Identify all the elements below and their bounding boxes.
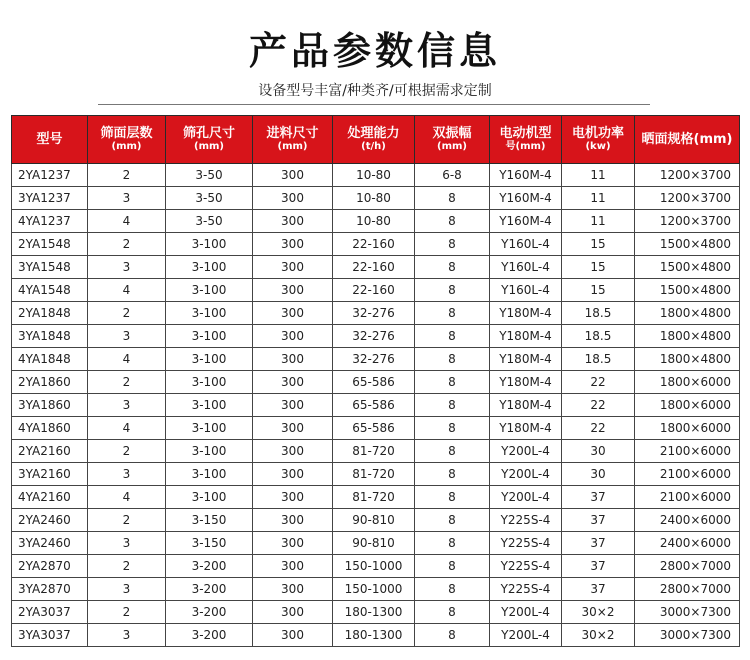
table-row xyxy=(12,233,740,256)
table-row xyxy=(12,394,740,417)
column-header-label: 电机功率 xyxy=(571,126,624,141)
table-cell: 8 xyxy=(415,601,490,624)
table-cell: 3-200 xyxy=(166,624,253,647)
table-cell: 2100×6000 xyxy=(635,440,740,463)
table-cell: 4YA2160 xyxy=(12,486,88,509)
table-cell: 3YA3037 xyxy=(12,624,88,647)
table-cell: 1800×4800 xyxy=(635,302,740,325)
table-cell: 300 xyxy=(253,417,333,440)
table-row xyxy=(12,509,740,532)
table-cell: Y180M-4 xyxy=(490,394,562,417)
table-cell: 300 xyxy=(253,463,333,486)
table-cell: 32-276 xyxy=(333,302,415,325)
table-row xyxy=(12,417,740,440)
table-header-row xyxy=(12,116,740,164)
table-cell: 3YA2160 xyxy=(12,463,88,486)
table-cell: Y160M-4 xyxy=(490,210,562,233)
table-cell: 2 xyxy=(88,371,166,394)
table-cell: 22 xyxy=(562,417,635,440)
column-header-label: 处理能力 xyxy=(347,126,400,141)
table-cell: 65-586 xyxy=(333,394,415,417)
table-cell: 3-100 xyxy=(166,348,253,371)
table-cell: Y200L-4 xyxy=(490,601,562,624)
table-cell: 8 xyxy=(415,210,490,233)
table-cell: 3 xyxy=(88,532,166,555)
column-header-label: 双振幅 xyxy=(432,126,472,141)
table-cell: 18.5 xyxy=(562,302,635,325)
table-cell: 4YA1860 xyxy=(12,417,88,440)
table-cell: 2800×7000 xyxy=(635,555,740,578)
table-cell: 150-1000 xyxy=(333,555,415,578)
table-cell: 3-100 xyxy=(166,486,253,509)
table-row xyxy=(12,624,740,647)
table-cell: 2YA1548 xyxy=(12,233,88,256)
table-cell: 300 xyxy=(253,325,333,348)
column-header-label: 晒面规格(mm) xyxy=(641,132,733,147)
table-cell: 3-100 xyxy=(166,440,253,463)
table-cell: 81-720 xyxy=(333,440,415,463)
table-cell: 3000×7300 xyxy=(635,624,740,647)
table-cell: 6-8 xyxy=(415,164,490,187)
table-cell: Y200L-4 xyxy=(490,463,562,486)
table-cell: 3-200 xyxy=(166,578,253,601)
table-cell: 3-50 xyxy=(166,187,253,210)
table-row xyxy=(12,348,740,371)
table-body xyxy=(12,164,740,647)
table-cell: 3-100 xyxy=(166,463,253,486)
column-header xyxy=(333,116,415,164)
table-cell: 300 xyxy=(253,555,333,578)
table-cell: 81-720 xyxy=(333,486,415,509)
column-header xyxy=(415,116,490,164)
table-cell: 10-80 xyxy=(333,210,415,233)
table-cell: 90-810 xyxy=(333,532,415,555)
table-cell: 3 xyxy=(88,463,166,486)
table-cell: 22 xyxy=(562,394,635,417)
column-header xyxy=(490,116,562,164)
table-cell: 3YA1548 xyxy=(12,256,88,279)
table-cell: 15 xyxy=(562,256,635,279)
table-cell: 11 xyxy=(562,164,635,187)
table-cell: 8 xyxy=(415,279,490,302)
table-row xyxy=(12,325,740,348)
table-cell: 3-50 xyxy=(166,164,253,187)
table-cell: Y160L-4 xyxy=(490,233,562,256)
table-cell: 2100×6000 xyxy=(635,463,740,486)
table-cell: 32-276 xyxy=(333,348,415,371)
table-cell: 8 xyxy=(415,371,490,394)
table-cell: Y180M-4 xyxy=(490,302,562,325)
table-cell: 30×2 xyxy=(562,601,635,624)
table-cell: Y200L-4 xyxy=(490,486,562,509)
table-cell: 8 xyxy=(415,486,490,509)
table-cell: 10-80 xyxy=(333,187,415,210)
table-cell: 8 xyxy=(415,578,490,601)
table-cell: 18.5 xyxy=(562,348,635,371)
table-cell: 3-100 xyxy=(166,233,253,256)
table-cell: 300 xyxy=(253,486,333,509)
table-cell: 3-100 xyxy=(166,302,253,325)
table-cell: 150-1000 xyxy=(333,578,415,601)
table-row xyxy=(12,279,740,302)
table-cell: 180-1300 xyxy=(333,624,415,647)
table-cell: 8 xyxy=(415,325,490,348)
table-cell: 8 xyxy=(415,187,490,210)
table-cell: 8 xyxy=(415,509,490,532)
table-cell: 3-100 xyxy=(166,279,253,302)
table-cell: Y225S-4 xyxy=(490,509,562,532)
table-cell: 15 xyxy=(562,279,635,302)
table-cell: 2400×6000 xyxy=(635,532,740,555)
table-cell: 3 xyxy=(88,394,166,417)
table-cell: 22-160 xyxy=(333,256,415,279)
table-cell: 8 xyxy=(415,463,490,486)
table-cell: 1800×6000 xyxy=(635,394,740,417)
title-divider xyxy=(98,104,650,105)
table-cell: 8 xyxy=(415,417,490,440)
table-cell: 22 xyxy=(562,371,635,394)
table-cell: 2 xyxy=(88,509,166,532)
table-cell: 65-586 xyxy=(333,417,415,440)
table-cell: 2YA2870 xyxy=(12,555,88,578)
column-header xyxy=(635,116,740,164)
table-cell: 300 xyxy=(253,164,333,187)
table-cell: 2YA3037 xyxy=(12,601,88,624)
table-cell: 8 xyxy=(415,256,490,279)
table-cell: Y225S-4 xyxy=(490,578,562,601)
table-cell: 300 xyxy=(253,509,333,532)
table-cell: 300 xyxy=(253,210,333,233)
table-cell: 22-160 xyxy=(333,279,415,302)
table-cell: 37 xyxy=(562,509,635,532)
column-header-unit: (mm) xyxy=(111,141,142,152)
table-row xyxy=(12,532,740,555)
table-cell: 300 xyxy=(253,279,333,302)
table-cell: 37 xyxy=(562,555,635,578)
table-row xyxy=(12,486,740,509)
table-cell: Y160M-4 xyxy=(490,164,562,187)
table-cell: 10-80 xyxy=(333,164,415,187)
table-cell: 1800×6000 xyxy=(635,417,740,440)
page-subtitle: 设备型号丰富/种类齐/可根据需求定制 xyxy=(258,83,492,99)
table-cell: 3YA2460 xyxy=(12,532,88,555)
table-row xyxy=(12,164,740,187)
table-cell: 90-810 xyxy=(333,509,415,532)
column-header-label: 筛面层数 xyxy=(100,126,153,141)
table-cell: 1500×4800 xyxy=(635,279,740,302)
table-cell: 37 xyxy=(562,532,635,555)
table-cell: 3-150 xyxy=(166,509,253,532)
table-cell: 8 xyxy=(415,440,490,463)
table-cell: 300 xyxy=(253,578,333,601)
table-cell: 4YA1548 xyxy=(12,279,88,302)
table-row xyxy=(12,601,740,624)
table-cell: 4YA1848 xyxy=(12,348,88,371)
table-cell: 3 xyxy=(88,187,166,210)
table-cell: 4 xyxy=(88,279,166,302)
table-cell: 8 xyxy=(415,532,490,555)
table-cell: 3-100 xyxy=(166,256,253,279)
table-cell: 3-50 xyxy=(166,210,253,233)
table-cell: 2YA2160 xyxy=(12,440,88,463)
table-cell: 3-100 xyxy=(166,417,253,440)
column-header-unit: (kw) xyxy=(585,141,611,152)
table-row xyxy=(12,440,740,463)
column-header xyxy=(562,116,635,164)
table-cell: Y180M-4 xyxy=(490,348,562,371)
page-title: 产品参数信息 xyxy=(248,29,501,73)
table-cell: 18.5 xyxy=(562,325,635,348)
table-cell: 1500×4800 xyxy=(635,233,740,256)
table-cell: 2YA2460 xyxy=(12,509,88,532)
table-cell: 4YA1237 xyxy=(12,210,88,233)
column-header xyxy=(88,116,166,164)
table-cell: 3YA2870 xyxy=(12,578,88,601)
table-cell: 4 xyxy=(88,348,166,371)
table-cell: 300 xyxy=(253,440,333,463)
table-cell: 3-100 xyxy=(166,325,253,348)
table-cell: 1200×3700 xyxy=(635,187,740,210)
table-cell: Y160L-4 xyxy=(490,279,562,302)
table-cell: 2 xyxy=(88,440,166,463)
table-cell: Y160L-4 xyxy=(490,256,562,279)
table-cell: 8 xyxy=(415,302,490,325)
table-row xyxy=(12,371,740,394)
table-cell: 3 xyxy=(88,624,166,647)
table-cell: 4 xyxy=(88,486,166,509)
spec-table xyxy=(11,115,740,647)
table-cell: 3000×7300 xyxy=(635,601,740,624)
table-row xyxy=(12,256,740,279)
table-cell: Y225S-4 xyxy=(490,532,562,555)
table-cell: 65-586 xyxy=(333,371,415,394)
table-cell: 8 xyxy=(415,555,490,578)
table-cell: 2 xyxy=(88,302,166,325)
table-cell: 2YA1860 xyxy=(12,371,88,394)
table-cell: 8 xyxy=(415,394,490,417)
table-cell: 1500×4800 xyxy=(635,256,740,279)
table-cell: 3-150 xyxy=(166,532,253,555)
table-cell: 11 xyxy=(562,187,635,210)
table-cell: 3-100 xyxy=(166,394,253,417)
table-cell: 3 xyxy=(88,325,166,348)
table-cell: 300 xyxy=(253,233,333,256)
table-cell: Y225S-4 xyxy=(490,555,562,578)
column-header-label: 筛孔尺寸 xyxy=(182,126,235,141)
table-cell: 1800×4800 xyxy=(635,325,740,348)
table-cell: 15 xyxy=(562,233,635,256)
table-cell: 3-200 xyxy=(166,555,253,578)
table-cell: 3 xyxy=(88,578,166,601)
table-cell: 2YA1237 xyxy=(12,164,88,187)
table-cell: 2400×6000 xyxy=(635,509,740,532)
table-cell: 2 xyxy=(88,164,166,187)
table-cell: 2100×6000 xyxy=(635,486,740,509)
table-cell: Y200L-4 xyxy=(490,624,562,647)
table-cell: 32-276 xyxy=(333,325,415,348)
table-row xyxy=(12,187,740,210)
table-cell: 300 xyxy=(253,601,333,624)
table-cell: 300 xyxy=(253,302,333,325)
table-cell: 300 xyxy=(253,371,333,394)
table-row xyxy=(12,302,740,325)
column-header-label: 型号 xyxy=(36,132,63,147)
table-cell: 2 xyxy=(88,555,166,578)
table-cell: 30 xyxy=(562,463,635,486)
table-cell: 11 xyxy=(562,210,635,233)
table-cell: 30×2 xyxy=(562,624,635,647)
table-cell: 1800×6000 xyxy=(635,371,740,394)
table-cell: 3 xyxy=(88,256,166,279)
table-cell: 1200×3700 xyxy=(635,210,740,233)
table-cell: Y160M-4 xyxy=(490,187,562,210)
table-cell: 30 xyxy=(562,440,635,463)
table-cell: 1200×3700 xyxy=(635,164,740,187)
table-cell: 4 xyxy=(88,210,166,233)
table-cell: 2YA1848 xyxy=(12,302,88,325)
table-cell: 300 xyxy=(253,532,333,555)
table-cell: 22-160 xyxy=(333,233,415,256)
table-cell: 81-720 xyxy=(333,463,415,486)
table-cell: 2 xyxy=(88,233,166,256)
table-cell: 300 xyxy=(253,256,333,279)
table-cell: 8 xyxy=(415,624,490,647)
table-cell: 300 xyxy=(253,394,333,417)
table-cell: 3YA1848 xyxy=(12,325,88,348)
table-cell: 3-200 xyxy=(166,601,253,624)
table-cell: 3YA1860 xyxy=(12,394,88,417)
table-cell: 2800×7000 xyxy=(635,578,740,601)
table-cell: 3-100 xyxy=(166,371,253,394)
table-cell: Y180M-4 xyxy=(490,325,562,348)
table-cell: 300 xyxy=(253,187,333,210)
table-cell: Y180M-4 xyxy=(490,417,562,440)
table-cell: 4 xyxy=(88,417,166,440)
column-header-label: 电动机型 xyxy=(499,126,552,141)
table-row xyxy=(12,463,740,486)
table-cell: 300 xyxy=(253,624,333,647)
table-cell: 37 xyxy=(562,578,635,601)
table-row xyxy=(12,578,740,601)
table-cell: 180-1300 xyxy=(333,601,415,624)
table-cell: 8 xyxy=(415,233,490,256)
table-cell: 1800×4800 xyxy=(635,348,740,371)
table-cell: 3YA1237 xyxy=(12,187,88,210)
table-cell: 8 xyxy=(415,348,490,371)
table-row xyxy=(12,210,740,233)
column-header-label: 进料尺寸 xyxy=(266,126,319,141)
column-header xyxy=(253,116,333,164)
column-header-unit: (mm) xyxy=(277,141,308,152)
table-cell: 300 xyxy=(253,348,333,371)
column-header-unit: (mm) xyxy=(194,141,224,152)
table-cell: Y180M-4 xyxy=(490,371,562,394)
table-cell: 2 xyxy=(88,601,166,624)
table-row xyxy=(12,555,740,578)
table-cell: 37 xyxy=(562,486,635,509)
table-cell: Y200L-4 xyxy=(490,440,562,463)
column-header xyxy=(12,116,88,164)
column-header-unit: (t/h) xyxy=(361,141,386,152)
column-header xyxy=(166,116,253,164)
column-header-unit: (mm) xyxy=(437,141,467,152)
column-header-unit: 号(mm) xyxy=(505,141,546,152)
